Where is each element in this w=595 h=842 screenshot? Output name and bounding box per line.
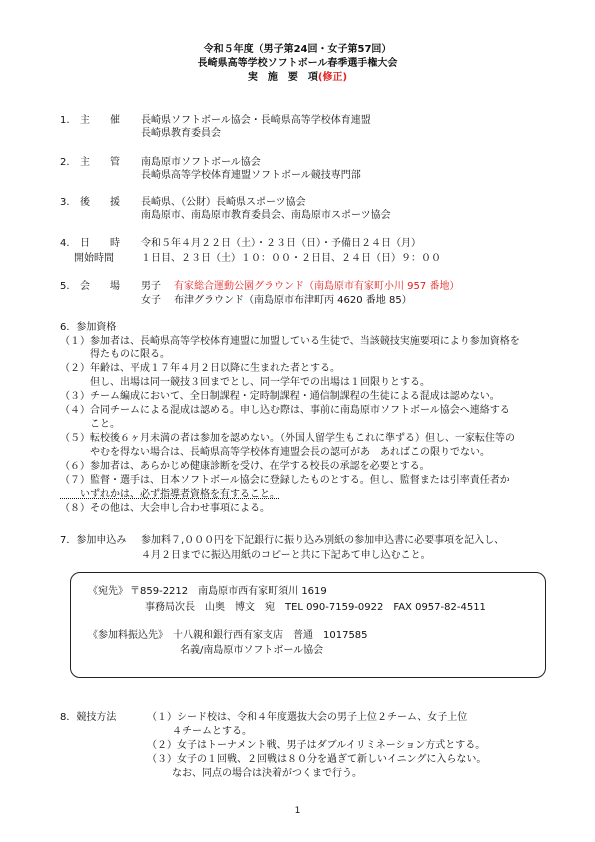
dest-label: 《宛先》 [88,586,128,597]
section-4-date: 令和５年４月２２日（土）・２３日（日）・予備日２４日（月） [141,238,421,249]
section-4-label: 日 時 [80,238,120,249]
doc-title-line3 [0,72,595,85]
doc-title-main: 実 施 要 項 [247,72,318,83]
section-3-line2: 南島原市、南島原市教育委員会、南島原市スポーツ協会 [141,210,391,221]
eligibility-item-7a: （７）監督・選手は、日本ソフトボール協会に登録したものとする。但し、監督または引率責任者か [60,475,510,486]
eligibility-item-5a: （５）転校後６ヶ月未満の者は参加を認めない。（外国人留学生もこれに準ずる）但し、一家転住等の [60,433,515,444]
doc-title-line2: 長崎県高等学校ソフトボール春季選手権大会 [197,58,398,69]
doc-title-line1: 令和５年度（男子第24回・女子第57回） [203,44,392,55]
section-4-number: 4. [60,238,70,249]
eligibility-item-2b: 但し、出場は同一競技３回までとし、同一学年での出場は１回限りとする。 [60,377,430,388]
rules-item-3a: （３）女子の１回戦、２回戦は８０分を過ぎて新しいイニングに入らない。 [147,754,487,765]
bank-label: 《参加料振込先》 [88,630,168,641]
rules-item-3b: なお、同点の場合は決着がつくまで行う。 [172,768,362,779]
revision-mark: (修正) [317,72,348,83]
eligibility-item-5b: やむを得ない場合は、長崎県高等学校体育連盟会長の認可があ あればこの限りでない。 [60,447,490,458]
section-2-line1: 南島原市ソフトボール協会 [141,157,261,168]
bank-info: 十八親和銀行西有家支店 普通 1017585 [173,630,368,641]
rules-item-1b: ４チームとする。 [172,726,252,737]
section-5-number: 5. [60,281,70,292]
application-line2: ４月２日までに振込用紙のコピーと共に下記あて申し込むこと。 [141,550,431,561]
rules-item-2: （２）女子はトーナメント戦、男子はダブルイリミネーション方式とする。 [147,740,486,751]
section-4-start-time: １日目、２３日（土）１０：００・２日目、２４日（日）９：００ [141,253,441,264]
eligibility-item-6: （６）参加者は、あらかじめ健康診断を受け、在学する校長の承認を必要とする。 [60,461,430,472]
section-3-label: 後 援 [80,197,120,208]
venue-male-label: 男子 [141,281,161,292]
eligibility-item-1b: 得たものに限る。 [60,349,170,360]
section-7-heading: 7．参加申込み [60,535,127,546]
bank-account-name: 名義/南島原市ソフトボール協会 [180,645,324,656]
section-1-line1: 長崎県ソフトボール協会・長崎県高等学校体育連盟 [141,115,371,126]
section-3-line1: 長崎県、（公財）長崎県スポーツ協会 [141,197,306,208]
section-5-label: 会 場 [80,281,120,292]
page-number: 1 [294,806,301,816]
section-1-number: 1. [60,115,70,126]
eligibility-item-3: （３）チーム編成において、全日制課程・定時制課程・通信制課程の生徒による混成は認めない。 [60,391,500,402]
eligibility-item-8: （８）その他は、大会申し合わせ事項による。 [60,503,270,514]
dest-address: 〒859-2212 南島原市西有家町須川 1619 [130,586,327,597]
application-line1: 参加料７,０００円を下記銀行に振り込み別紙の参加申込書に必要事項を記入し、 [141,535,505,546]
venue-male: 有家総合運動公園グラウンド（南島原市有家町小川 957 番地） [174,281,460,292]
section-1-line2: 長崎県教育委員会 [141,128,221,139]
section-2-line2: 長崎県高等学校体育連盟ソフトボール競技専門部 [141,170,361,181]
venue-female: 布津グラウンド（南島原市布津町丙 4620 番地 85） [174,295,412,306]
eligibility-item-1a: （１）参加者は、長崎県高等学校体育連盟に加盟している生徒で、当該競技実施要項により参加資格を [60,336,520,347]
section-1-label: 主 催 [80,115,120,126]
rules-item-1a: （１）シード校は、令和４年度選抜大会の男子上位２チーム、女子上位 [147,712,468,723]
eligibility-item-7b: いずれかは、必ず指導者資格を有すること。 [60,489,280,500]
section-2-number: 2. [60,157,70,168]
dest-person: 事務局次長 山奥 博文 宛 TEL 090-7159-0922 FAX 0957-82-4511 [145,602,486,613]
section-2-label: 主 管 [80,157,120,168]
eligibility-item-4b: こと。 [60,419,120,430]
section-3-number: 3. [60,197,70,208]
eligibility-item-4a: （４）合同チームによる混成は認める。申し込む際は、事前に南島原市ソフトボール協会へ連絡する [60,405,510,416]
venue-female-label: 女子 [141,295,161,306]
section-6-heading: 6．参加資格 [60,322,117,333]
section-8-heading: 8．競技方法 [60,712,117,723]
eligibility-item-2a: （２）年齢は、平成１７年４月２日以降に生まれた者とする。 [60,363,340,374]
section-4-start-label: 開始時間 [74,253,114,264]
